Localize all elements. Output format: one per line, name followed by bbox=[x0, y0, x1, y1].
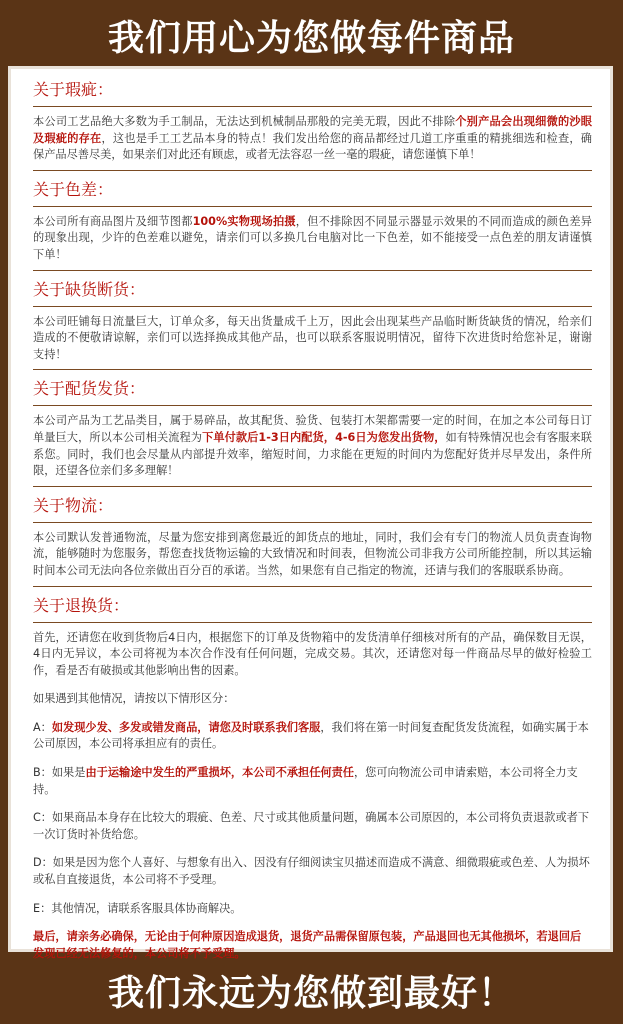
section-divider bbox=[33, 522, 592, 523]
policy-section bbox=[33, 79, 592, 171]
returns-section bbox=[33, 595, 592, 963]
return-case bbox=[33, 855, 592, 888]
body-text: ，但不排除因不同显示器显示效果的不同而造成的颜色差异的现象出现，少许的色差难以避免，请亲们可以多换几台电脑对比一下色差，如不能接受一点色差的朋友请谨慎下单！ bbox=[33, 214, 592, 261]
returns-intro: 首先，还请您在收到货物后4日内，根据您下的订单及货物箱中的发货清单仔细核对所有的产品，确保数目无误，4日内无异议，本公司将视为本次合作没有任何问题，完成交易。其次，还请您对每一件商品尽早的做好检验工作，看是否有破损或其他影响出售的因素。 bbox=[33, 630, 592, 677]
return-case bbox=[33, 765, 592, 798]
section-divider bbox=[33, 106, 592, 107]
section-heading: 关于配货发货： bbox=[33, 379, 146, 399]
section-divider bbox=[33, 369, 592, 370]
section-divider bbox=[33, 206, 592, 207]
return-case bbox=[33, 810, 592, 843]
section-divider bbox=[33, 405, 592, 406]
body-text: ，我们将在第一时间复查配货发货流程，如确实属于本公司原因，本公司将承担应有的责任。 bbox=[33, 720, 589, 751]
body-text: B：如果是 bbox=[33, 766, 86, 780]
section-body bbox=[33, 413, 592, 479]
notice-panel bbox=[8, 66, 613, 960]
body-text: A： bbox=[33, 720, 52, 734]
body-text: D：如果是因为您个人喜好、与想象有出入、因没有仔细阅读宝贝描述而造成不满意、细微瑕疵或色差、人为损坏或私自直接退货，本公司将不予受理。 bbox=[33, 856, 590, 887]
body-text: C：如果商品本身存在比较大的瑕疵、色差、尺寸或其他质量问题，确属本公司原因的，本公司将负责退款或者下一次订货时补货给您。 bbox=[33, 811, 590, 841]
section-divider bbox=[33, 622, 592, 623]
section-heading: 关于瑕疵： bbox=[33, 80, 114, 99]
highlight-text: 由于运输途中发生的严重损坏，本公司不承担任何责任 bbox=[85, 766, 354, 780]
body-text: 本公司所有商品图片及细节图都 bbox=[33, 214, 193, 228]
section-heading: 关于物流： bbox=[33, 495, 114, 515]
highlight-text: 个别产品会出现细微的沙眼及瑕疵的存在 bbox=[33, 115, 592, 145]
section-divider bbox=[33, 586, 592, 587]
returns-lead: 如果遇到其他情况，请按以下情形区分： bbox=[33, 692, 235, 706]
body-text: ，您可向物流公司申请索赔，本公司将全力支持。 bbox=[33, 766, 578, 796]
policy-section bbox=[33, 279, 592, 371]
policy-sections bbox=[33, 79, 592, 587]
highlight-text: 下单付款后1-3日内配货，4-6日为您发出货物， bbox=[202, 430, 446, 444]
highlight-text: 如发现少发、多发或错发商品，请您及时联系我们客服 bbox=[51, 720, 321, 734]
section-heading: 关于色差： bbox=[33, 179, 114, 199]
footer-slogan: 我们永远为您做到最好！ bbox=[107, 972, 515, 1014]
body-text: 本公司默认发普通物流，尽量为您安排到离您最近的卸货点的地址，同时，我们会有专门的物流人员负责查询物流，能够随时为您服务，帮您查找货物运输的大致情况和时间表，但物流公司非我方公司所能控制，所以其运输时间本公司无法向各位亲做出百分百的承诺。当然，如果您有自己指定的物流，还请与我们的客服联系协商。 bbox=[33, 530, 592, 577]
body-text: E：其他情况，请联系客服具体协商解决。 bbox=[33, 901, 242, 915]
section-divider bbox=[33, 306, 592, 307]
section-divider bbox=[33, 270, 592, 271]
section-heading: 关于退换货： bbox=[33, 595, 130, 615]
body-text: ，这也是手工工艺品本身的特点！我们发出给您的商品都经过几道工序重重的精挑细选和检查，确保产品尽善尽美，如果亲们对此还有顾虑，或者无法容忍一丝一毫的瑕疵，请您谨慎下单！ bbox=[33, 131, 592, 162]
section-body bbox=[33, 530, 592, 580]
highlight-text: 最后，请亲务必确保，无论由于何种原因造成退货，退货产品需保留原包装，产品退回也无其他损坏，若退回后发现已经无法修复的，本公司将不予受理。 bbox=[33, 930, 582, 960]
section-divider bbox=[33, 170, 592, 171]
section-body bbox=[33, 314, 592, 364]
policy-section bbox=[33, 495, 592, 587]
body-text: 本公司旺铺每日流量巨大，订单众多，每天出货量成千上万，因此会出现某些产品临时断货缺货的情况，给亲们造成的不便敬请谅解，亲们可以选择换成其他产品，也可以联系客服说明情况，留待下次进货时给您补足，谢谢支持！ bbox=[33, 314, 592, 361]
body-text: 如有特殊情况也会有客服来联系您。同时，我们也会尽量从内部提升效率，缩短时间，力求能在更短的时间内为您配好货并尽早发出，条件所限，还望各位亲们多多理解！ bbox=[33, 430, 592, 478]
body-text: 本公司产品为工艺品类目，属于易碎品，故其配货、验货、包装打木架都需要一定的时间，在加之本公司每日订单量巨大，所以本公司相关流程为 bbox=[33, 414, 592, 444]
section-body bbox=[33, 114, 592, 164]
policy-section bbox=[33, 378, 592, 486]
section-divider bbox=[33, 486, 592, 487]
page-title: 我们用心为您做每件商品 bbox=[107, 17, 515, 59]
return-case bbox=[33, 901, 592, 918]
section-heading: 关于缺货断货： bbox=[33, 279, 146, 299]
policy-section bbox=[33, 179, 592, 271]
body-text: 本公司工艺品绝大多数为手工制品，无法达到机械制品那般的完美无瑕，因此不排除 bbox=[33, 115, 456, 128]
returns-list bbox=[33, 720, 592, 963]
return-case bbox=[33, 720, 592, 753]
section-body bbox=[33, 214, 592, 264]
highlight-text: 100%实物现场拍摄 bbox=[192, 214, 296, 228]
